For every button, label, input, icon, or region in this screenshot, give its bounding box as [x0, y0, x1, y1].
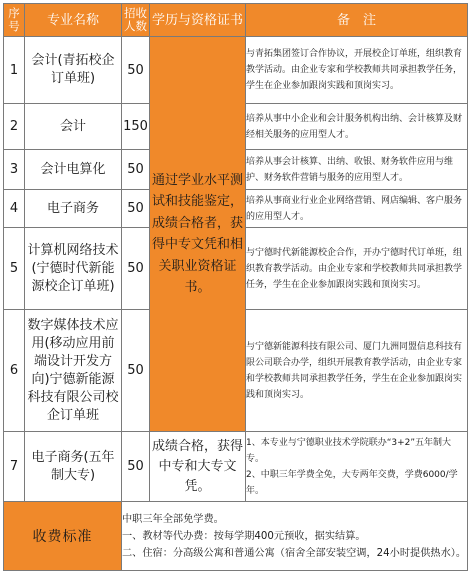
- row-name: 电子商务(五年制大专): [25, 432, 122, 502]
- header-note: 备 注: [246, 4, 468, 37]
- row-plan: 50: [122, 37, 150, 104]
- fee-line: 中职三年全部免学费。: [122, 513, 224, 525]
- note-item: 2、中职三年学费全免，大专两年交费，学费6000/学年。: [246, 469, 458, 496]
- fee-line: 二、住宿：分高级公寓和普通公寓（宿舍全部安装空调，24小时提供热水）。: [122, 547, 467, 559]
- fee-details: [122, 502, 468, 571]
- row-note: 培养从事中小企业和会计服务机构出纳、会计核算及财经相关服务的应用型人才。: [246, 104, 468, 150]
- fee-line: 一、教材等代办费：按每学期400元预收，据实结算。: [122, 530, 366, 542]
- header-plan: 招收人数: [122, 4, 150, 37]
- row-name: 数字媒体技术应用(移动应用前端设计开发方向)宁德新能源科技有限公司校企订单班: [25, 310, 122, 432]
- row-seq: 4: [4, 190, 25, 228]
- table-row: [4, 432, 468, 502]
- row-seq: 2: [4, 104, 25, 150]
- header-row: [4, 4, 468, 37]
- row-name: 电子商务: [25, 190, 122, 228]
- fee-label: 收费标准: [4, 502, 122, 571]
- header-qual: 学历与资格证书: [150, 4, 246, 37]
- row-plan: 50: [122, 310, 150, 432]
- row-note: 培养从事商业行业企业网络营销、网店编辑、客户服务的应用型人才。: [246, 190, 468, 228]
- row-name: 会计: [25, 104, 122, 150]
- row-seq: 6: [4, 310, 25, 432]
- row-note: 与青拓集团签订合作协议，开展校企订单班，组织教育教学活动。由企业专家和学校教师共同承担教学任务，学生在企业参加跟岗实践和顶岗实习。: [246, 37, 468, 104]
- header-seq: 序号: [4, 4, 25, 37]
- row-note: 与宁德时代新能源校企合作，开办宁德时代订单班，组织教育教学活动。由企业专家和学校教师共同承担教学任务，学生在企业参加跟岗实践和顶岗实习。: [246, 228, 468, 310]
- table-row: [4, 37, 468, 104]
- row-note: 培养从事会计核算、出纳、收银、财务软件应用与维护、财务软件营销与服务的应用型人才。: [246, 150, 468, 190]
- note-list: [246, 435, 467, 499]
- row-note: 与宁德新能源科技有限公司、厦门九洲同盟信息科技有限公司联合办学，组织开展教育教学活动，由企业专家和学校教师共同承担教学任务，学生在企业参加跟岗实践和顶岗实习。: [246, 310, 468, 432]
- row-seq: 1: [4, 37, 25, 104]
- row-seq: 7: [4, 432, 25, 502]
- row-seq: 3: [4, 150, 25, 190]
- header-name: 专业名称: [25, 4, 122, 37]
- row-name: 会计(青拓校企订单班): [25, 37, 122, 104]
- row-name: 计算机网络技术(宁德时代新能源校企订单班): [25, 228, 122, 310]
- row-qual: 成绩合格，获得中专和大专文凭。: [150, 432, 246, 502]
- row-plan: 150: [122, 104, 150, 150]
- row-plan: 50: [122, 190, 150, 228]
- qualification-merged: 通过学业水平测试和技能鉴定，成绩合格者，获得中专文凭和相关职业资格证书。: [150, 37, 246, 432]
- row-plan: 50: [122, 228, 150, 310]
- row-seq: 5: [4, 228, 25, 310]
- fee-row: [4, 502, 468, 571]
- row-name: 会计电算化: [25, 150, 122, 190]
- row-note: [246, 432, 468, 502]
- enrollment-table: [3, 3, 468, 571]
- note-item: 1、本专业与宁德职业技术学院联办“3+2”五年制大专。: [246, 437, 452, 464]
- row-plan: 50: [122, 150, 150, 190]
- row-plan: 50: [122, 432, 150, 502]
